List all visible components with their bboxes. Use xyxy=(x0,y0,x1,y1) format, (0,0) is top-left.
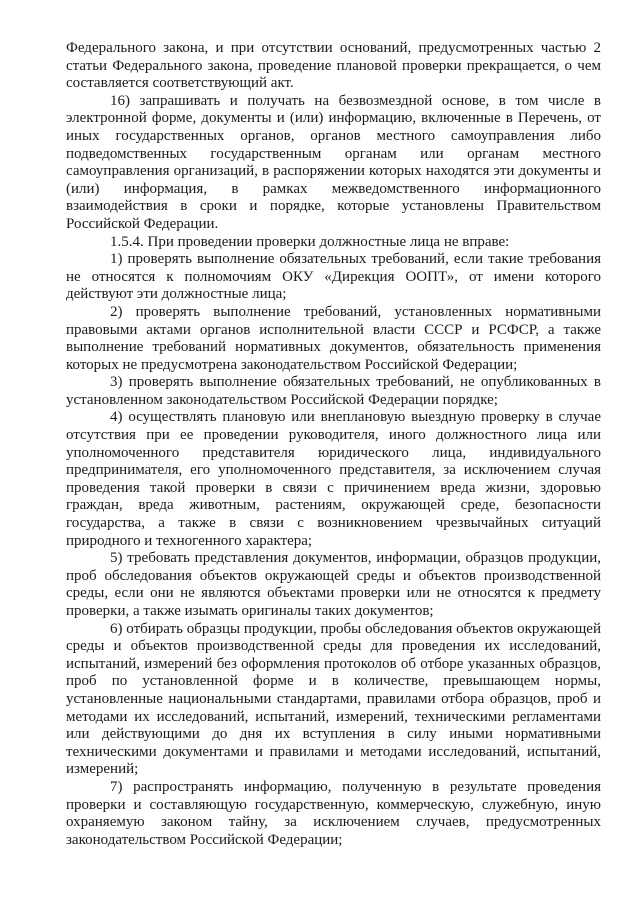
paragraph-item-5: 5) требовать представления документов, информации, образцов продукции, проб обследования объектов окружающей среды и объектов производственной среды, если они не являются объектами проверки или не относятся к предмету проверки, а также изымать оригиналы таких документов; xyxy=(66,550,601,619)
paragraph-item-16: 16) запрашивать и получать на безвозмездной основе, в том числе в электронной форме, документы и (или) информацию, включенные в Перечень, от иных государственных органов, органов местного самоуправления либо подведомственных государственным органам или органам местного самоуправления организаций, в распоряжении которых находятся эти документы и (или) информация, в рамках межведомственного информационного взаимодействия в сроки и порядке, которые установлены Правительством Российской Федерации. xyxy=(66,92,601,232)
document-page xyxy=(66,40,601,849)
paragraph-item-7: 7) распространять информацию, полученную в результате проведения проверки и составляющую государственную, коммерческую, служебную, иную охраняемую законом тайну, за исключением случаев, предусмотренных законодательством Российской Федерации; xyxy=(66,778,601,848)
paragraph-continuation: Федерального закона, и при отсутствии оснований, предусмотренных частью 2 статьи Федерального закона, проведение плановой проверки прекращается, о чем составляется соответствующий акт. xyxy=(66,40,601,92)
paragraph-item-3: 3) проверять выполнение обязательных требований, не опубликованных в установленном законодательством Российской Федерации порядке; xyxy=(66,374,601,408)
paragraph-item-6: 6) отбирать образцы продукции, пробы обследования объектов окружающей среды и объектов производственной среды для проведения их исследований, испытаний, измерений без оформления протоколов об отборе указанных образцов, проб по установленной форме и в количестве, превышающем нормы, установленные национальными стандартами, правилами отбора образцов, проб и методами их исследований, испытаний, измерений, техническими регламентами или действующими до дня их вступления в силу иными нормативными техническими документами и правилами и методами исследований, испытаний, измерений; xyxy=(66,620,601,778)
section-heading-1-5-4: 1.5.4. При проведении проверки должностные лица не вправе: xyxy=(110,233,510,250)
paragraph-item-2: 2) проверять выполнение требований, установленных нормативными правовыми актами органов исполнительной власти СССР и РСФСР, а также выполнение требований нормативных документов, обязательность применения которых не предусмотрена законодательством Российской Федерации; xyxy=(66,303,601,373)
paragraph-item-4: 4) осуществлять плановую или внеплановую выездную проверку в случае отсутствия при ее проведении руководителя, иного должностного лица или уполномоченного представителя юридического лица, индивидуального предпринимателя, его уполномоченного представителя, за исключением случая проведения такой проверки в связи с причинением вреда жизни, здоровью граждан, вреда животным, растениям, окружающей среде, безопасности государства, а также в связи с возникновением чрезвычайных ситуаций природного и техногенного характера; xyxy=(66,409,601,549)
paragraph-item-1: 1) проверять выполнение обязательных требований, если такие требования не относятся к полномочиям ОКУ «Дирекция ООПТ», от имени которого действуют эти должностные лица; xyxy=(66,251,601,303)
